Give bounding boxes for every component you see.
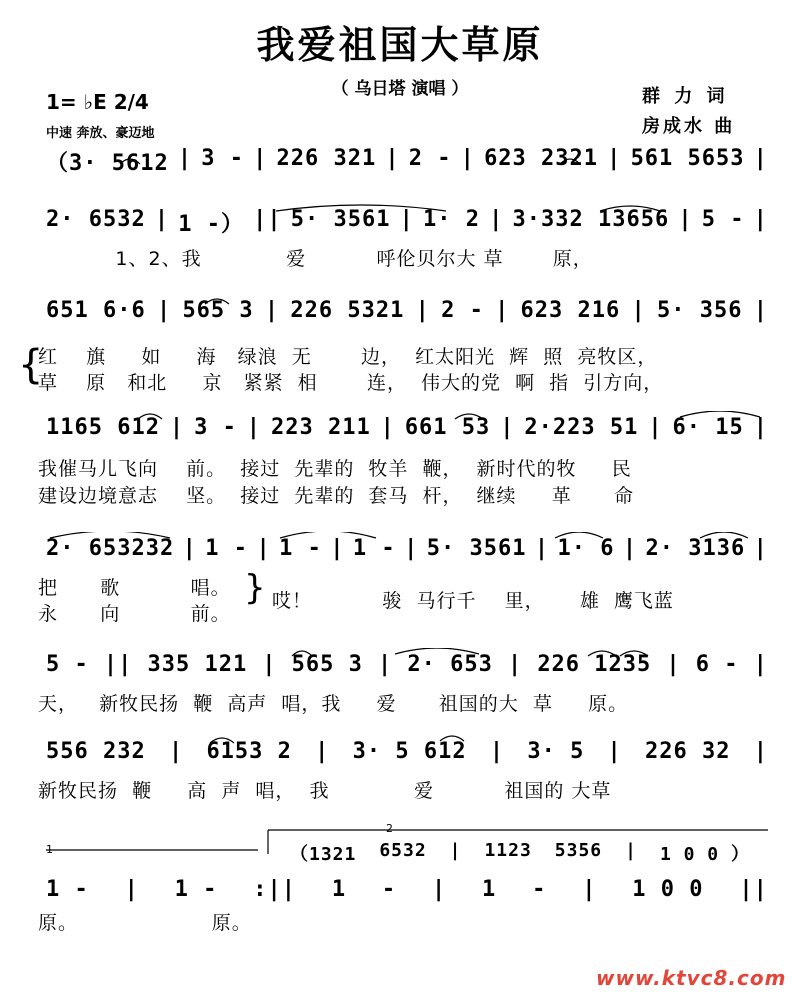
bar-line: | <box>753 146 768 171</box>
note-group: 6153 2 <box>206 739 292 764</box>
note-group: 1 - <box>46 877 89 902</box>
bar-line: | <box>156 298 172 323</box>
notation-line-5 <box>0 532 800 568</box>
note-group: - <box>381 877 397 902</box>
bar-line: | <box>460 146 475 171</box>
note-group: 556 232 <box>46 739 146 764</box>
note-group: 226 32 <box>645 739 731 764</box>
bar-line: | <box>607 146 622 171</box>
note-group: 335 121 <box>147 652 248 677</box>
note-group: 1 - <box>205 536 249 561</box>
bar-line: | <box>380 415 395 440</box>
bar-line: | <box>330 536 345 561</box>
bar-line: | <box>648 415 663 440</box>
lyric-line-verse2: 草 原 和北 京 紧紧 相 连， 伟大的党 啊 指 引方向， <box>38 372 664 394</box>
bar-line: | <box>489 739 505 764</box>
song-title: 我爱祖国大草原 <box>256 23 544 67</box>
note-group: 6· 15 <box>672 415 744 440</box>
bar-line: | <box>489 207 504 232</box>
note-group: 1 - <box>279 536 322 561</box>
bar-line: :|| <box>253 877 296 902</box>
key-signature: 1= ♭E 2/4 <box>46 90 149 114</box>
note-group: 223 211 <box>270 415 371 440</box>
bar-line: | <box>415 298 430 323</box>
note-group: 651 6·6 <box>46 298 146 323</box>
bar-line: | <box>582 877 597 902</box>
bar-line: | <box>753 207 768 232</box>
notation-text <box>46 739 768 767</box>
notation-text <box>290 840 750 868</box>
bar-line: | <box>378 652 393 677</box>
note-group: 1· 2 <box>423 207 481 232</box>
bar-line: | <box>607 739 622 764</box>
bar-line: | <box>169 415 185 440</box>
notation-line-8-interlude <box>0 836 800 866</box>
note-group: 5· 3561 <box>426 536 527 561</box>
note-group: - <box>532 877 547 902</box>
bar-line: || <box>103 652 133 677</box>
note-group: 226 5321 <box>290 298 405 323</box>
bar-line: | <box>507 652 523 677</box>
notation-text <box>46 415 768 443</box>
note-group: 2· 6532 <box>46 207 146 232</box>
bar-line: | <box>500 415 515 440</box>
bar-line: | <box>264 298 280 323</box>
note-group: 5 - <box>46 652 89 677</box>
bar-line: | <box>622 536 638 561</box>
performer-subtitle: （ 乌日塔 演唱 ） <box>331 79 469 99</box>
bar-line: | <box>168 739 184 764</box>
note-group: 1 -） <box>178 212 244 235</box>
note-group: （3· 5612 <box>46 151 169 174</box>
notation-text <box>46 298 768 326</box>
note-group: 1 0 0 ） <box>659 844 750 865</box>
composer-credit: 房成水 曲 <box>642 116 736 137</box>
lyric-line-refrain: 哎！ 骏 马行千 里， 雄 鹰飞蓝 <box>272 590 674 612</box>
note-group: 2· 653 <box>407 652 493 677</box>
notation-line-7 <box>0 735 800 771</box>
lyric-line-ending: 原。 原。 <box>38 912 252 934</box>
note-group: 3· 5 <box>527 739 585 764</box>
merge-brace: } <box>244 568 266 608</box>
note-group: 5 - <box>701 207 745 232</box>
notation-line-3 <box>0 294 800 330</box>
note-group: 6 - <box>695 652 739 677</box>
lyricist-credit: 群 力 词 <box>642 86 729 107</box>
bar-line: | <box>449 840 462 861</box>
notation-text <box>46 652 768 680</box>
note-group: 2· 3136 <box>645 536 746 561</box>
bar-line: | <box>666 652 681 677</box>
lyric-line-verse1: 把 歌 唱。 <box>38 577 231 599</box>
notation-line-8 <box>0 873 800 909</box>
notation-line-4 <box>0 411 800 447</box>
note-group: 226 1235 <box>537 652 652 677</box>
bar-line: | <box>315 739 330 764</box>
bar-line: | <box>154 207 170 232</box>
note-group: 2·223 51 <box>524 415 639 440</box>
note-group: 5356 <box>554 840 603 861</box>
bar-line: | <box>625 840 637 861</box>
lyric-line-verse1: 我催马儿飞向 前。 接过 先辈的 牧羊 鞭， 新时代的牧 民 <box>38 458 632 480</box>
bar-line: | <box>431 877 447 902</box>
note-group: 2 - <box>408 146 452 171</box>
note-group: 1 - <box>174 877 218 902</box>
bar-line: | <box>385 146 400 171</box>
bar-line: || <box>739 877 768 902</box>
bar-line: || <box>253 207 282 232</box>
verse-brace: { <box>18 342 44 388</box>
notation-line-1 <box>0 142 800 178</box>
note-group: 2· 653232 <box>46 536 175 561</box>
note-group: 3· 5 612 <box>352 739 467 764</box>
note-group: 3·332 13656 <box>512 207 670 232</box>
lyric-line-verse2: 建设边境意志 坚。 接过 先辈的 套马 杆， 继续 革 命 <box>38 485 634 507</box>
note-group: 3 - <box>201 146 244 171</box>
bar-line: | <box>495 298 510 323</box>
note-group: 623 2321 <box>484 146 599 171</box>
notation-line-2 <box>0 203 800 239</box>
note-group: 226 321 <box>276 146 377 171</box>
bar-line: | <box>678 207 693 232</box>
second-ending-label: 2 <box>386 822 393 835</box>
note-group: 3 - <box>194 415 237 440</box>
note-group: 1123 <box>484 840 532 861</box>
note-group: 1 - <box>352 536 396 561</box>
bar-line: | <box>753 298 768 323</box>
notation-line-6 <box>0 648 800 684</box>
notation-text <box>46 207 768 235</box>
note-group: 623 216 <box>520 298 621 323</box>
bar-line: | <box>262 652 277 677</box>
note-group: 565 3 <box>291 652 363 677</box>
lyric-line-verse2: 永 向 前。 <box>38 603 231 625</box>
bar-line: | <box>177 146 193 171</box>
notation-text <box>46 146 768 174</box>
bar-line: | <box>246 415 262 440</box>
bar-line: | <box>182 536 197 561</box>
note-group: 661 53 <box>404 415 491 440</box>
bar-line: | <box>124 877 139 902</box>
bar-line: | <box>753 739 768 764</box>
notation-text <box>46 877 768 905</box>
lyric-line-verse1: 红 旗 如 海 绿浪 无 边， 红太阳光 辉 照 亮牧区， <box>38 346 658 368</box>
lyric-line-verse: 1、2、我 爱 呼伦贝尔大 草 原， <box>38 248 593 270</box>
note-group: 5· 3561 <box>290 207 391 232</box>
bar-line: | <box>256 536 271 561</box>
first-ending-label: 1 <box>46 843 53 856</box>
note-group: 561 5653 <box>630 146 745 171</box>
bar-line: | <box>253 146 268 171</box>
note-group: 5· 356 <box>656 298 743 323</box>
note-group: 1 <box>331 877 347 902</box>
bar-line: | <box>753 652 768 677</box>
bar-line: | <box>399 207 414 232</box>
site-watermark: www.ktvc8.com <box>596 966 787 990</box>
note-group: 1 <box>482 877 497 902</box>
bar-line: | <box>534 536 550 561</box>
notation-text <box>46 536 768 564</box>
tempo-marking: 中速 奔放、豪迈地 <box>46 126 155 141</box>
bar-line: | <box>631 298 646 323</box>
note-group: （1321 <box>290 844 357 865</box>
note-group: 1 0 0 <box>632 877 704 902</box>
note-group: 2 - <box>441 298 484 323</box>
note-group: 1· 6 <box>557 536 615 561</box>
note-group: 1165 612 <box>46 415 160 440</box>
note-group: 6532 <box>379 840 427 861</box>
lyric-line-refrain: 新牧民扬 鞭 高 声 唱， 我 爱 祖国的 大草 <box>38 780 612 802</box>
lyric-line-refrain: 天， 新牧民扬 鞭 高声 唱，我 爱 祖国的大 草 原。 <box>38 693 629 715</box>
bar-line: | <box>404 536 419 561</box>
note-group: 565 3 <box>182 298 254 323</box>
bar-line: | <box>753 415 768 440</box>
bar-line: | <box>753 536 768 561</box>
